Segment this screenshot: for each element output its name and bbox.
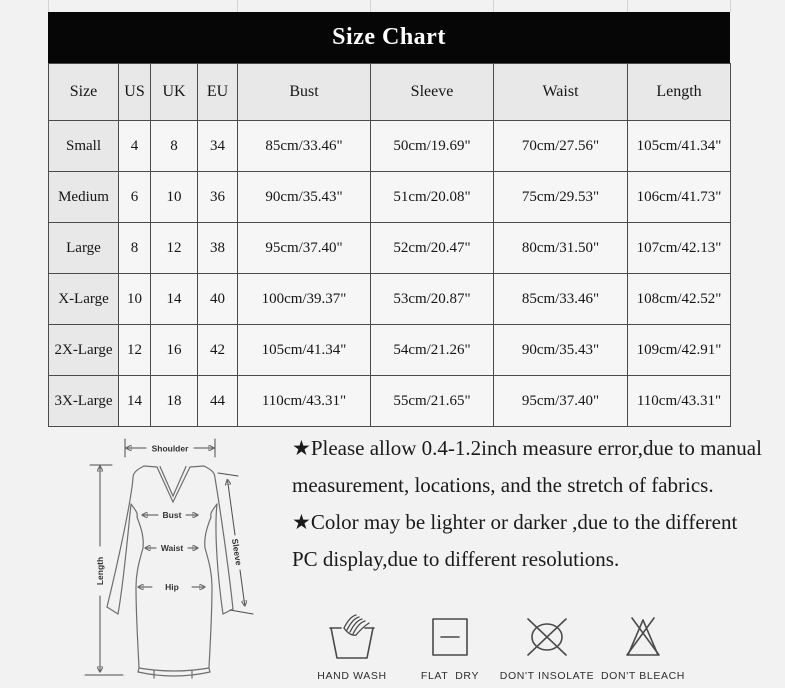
table-cell: 50cm/19.69" — [371, 121, 494, 172]
dont-bleach-icon — [619, 610, 667, 662]
care-label: HAND WASH — [317, 670, 387, 682]
dress-outline — [107, 466, 233, 678]
table-cell: 55cm/21.65" — [371, 376, 494, 427]
sleeve-arrow-up — [228, 480, 236, 535]
sleeve-arrow-down — [240, 570, 245, 606]
size-name-cell: 3X-Large — [49, 376, 119, 427]
table-cell: 16 — [151, 325, 198, 376]
table-row — [49, 172, 731, 223]
table-cell: 85cm/33.46" — [238, 121, 371, 172]
column-header-waist: Waist — [494, 64, 628, 121]
note-color-difference: ★Color may be lighter or darker ,due to the different PC display,due to different resolutions. — [292, 510, 738, 571]
note-measure-error: ★Please allow 0.4-1.2inch measure error,due to manual measurement, locations, and the stretch of fabrics. — [292, 436, 762, 497]
table-cell: 14 — [119, 376, 151, 427]
care-item-dont-bleach — [578, 610, 708, 682]
table-cell: 53cm/20.87" — [371, 274, 494, 325]
column-header-length: Length — [628, 64, 731, 121]
table-cell: 42 — [198, 325, 238, 376]
size-chart — [48, 12, 730, 427]
hip-label: Hip — [165, 582, 179, 592]
table-cell: 90cm/35.43" — [494, 325, 628, 376]
table-cell: 8 — [151, 121, 198, 172]
flat-dry-icon — [426, 610, 474, 662]
table-cell: 80cm/31.50" — [494, 223, 628, 274]
grid-tick — [237, 0, 238, 12]
table-cell: 52cm/20.47" — [371, 223, 494, 274]
table-cell: 106cm/41.73" — [628, 172, 731, 223]
table-cell: 38 — [198, 223, 238, 274]
grid-tick — [730, 0, 731, 12]
table-cell: 40 — [198, 274, 238, 325]
table-cell: 18 — [151, 376, 198, 427]
size-chart-title: Size Chart — [48, 12, 730, 63]
table-cell: 70cm/27.56" — [494, 121, 628, 172]
care-label: DON'T INSOLATE — [499, 670, 595, 682]
table-cell: 36 — [198, 172, 238, 223]
table-cell: 10 — [119, 274, 151, 325]
table-cell: 12 — [151, 223, 198, 274]
table-row — [49, 274, 731, 325]
table-cell: 105cm/41.34" — [628, 121, 731, 172]
table-cell: 4 — [119, 121, 151, 172]
table-row — [49, 223, 731, 274]
table-cell: 109cm/42.91" — [628, 325, 731, 376]
table-row — [49, 121, 731, 172]
size-name-cell: Small — [49, 121, 119, 172]
column-header-sleeve: Sleeve — [371, 64, 494, 121]
column-header-bust: Bust — [238, 64, 371, 121]
table-cell: 95cm/37.40" — [238, 223, 371, 274]
table-cell: 75cm/29.53" — [494, 172, 628, 223]
table-cell: 108cm/42.52" — [628, 274, 731, 325]
size-name-cell: 2X-Large — [49, 325, 119, 376]
table-cell: 12 — [119, 325, 151, 376]
table-cell: 14 — [151, 274, 198, 325]
table-cell: 10 — [151, 172, 198, 223]
length-label: Length — [95, 556, 105, 586]
table-cell: 6 — [119, 172, 151, 223]
care-label: DON'T BLEACH — [600, 670, 686, 682]
hand-wash-icon — [328, 610, 376, 662]
table-row — [49, 376, 731, 427]
measure-notes — [292, 430, 764, 578]
table-cell: 51cm/20.08" — [371, 172, 494, 223]
table-cell: 105cm/41.34" — [238, 325, 371, 376]
sleeve-tick-bottom — [230, 610, 253, 614]
size-name-cell: X-Large — [49, 274, 119, 325]
size-chart-table — [48, 63, 731, 427]
care-label: FLAT DRY — [420, 670, 480, 682]
table-cell: 110cm/43.31" — [628, 376, 731, 427]
column-header-eu: EU — [198, 64, 238, 121]
sleeve-label: Sleeve — [229, 537, 245, 567]
table-cell: 34 — [198, 121, 238, 172]
shoulder-label: Shoulder — [151, 443, 189, 454]
table-cell: 107cm/42.13" — [628, 223, 731, 274]
grid-tick — [493, 0, 494, 12]
grid-tick — [48, 0, 49, 12]
size-name-cell: Medium — [49, 172, 119, 223]
grid-tick — [370, 0, 371, 12]
table-cell: 95cm/37.40" — [494, 376, 628, 427]
table-cell: 54cm/21.26" — [371, 325, 494, 376]
table-row — [49, 325, 731, 376]
column-header-us: US — [119, 64, 151, 121]
column-header-uk: UK — [151, 64, 198, 121]
bust-label: Bust — [162, 510, 182, 520]
table-cell: 100cm/39.37" — [238, 274, 371, 325]
table-cell: 8 — [119, 223, 151, 274]
table-cell: 90cm/35.43" — [238, 172, 371, 223]
waist-label: Waist — [160, 543, 184, 553]
grid-tick — [627, 0, 628, 12]
dont-insolate-icon — [523, 610, 571, 662]
table-header-row — [49, 64, 731, 121]
table-cell: 85cm/33.46" — [494, 274, 628, 325]
table-cell: 110cm/43.31" — [238, 376, 371, 427]
table-cell: 44 — [198, 376, 238, 427]
sleeve-tick-top — [218, 473, 238, 476]
column-header-size: Size — [49, 64, 119, 121]
dress-measurement-diagram — [80, 430, 260, 684]
size-name-cell: Large — [49, 223, 119, 274]
